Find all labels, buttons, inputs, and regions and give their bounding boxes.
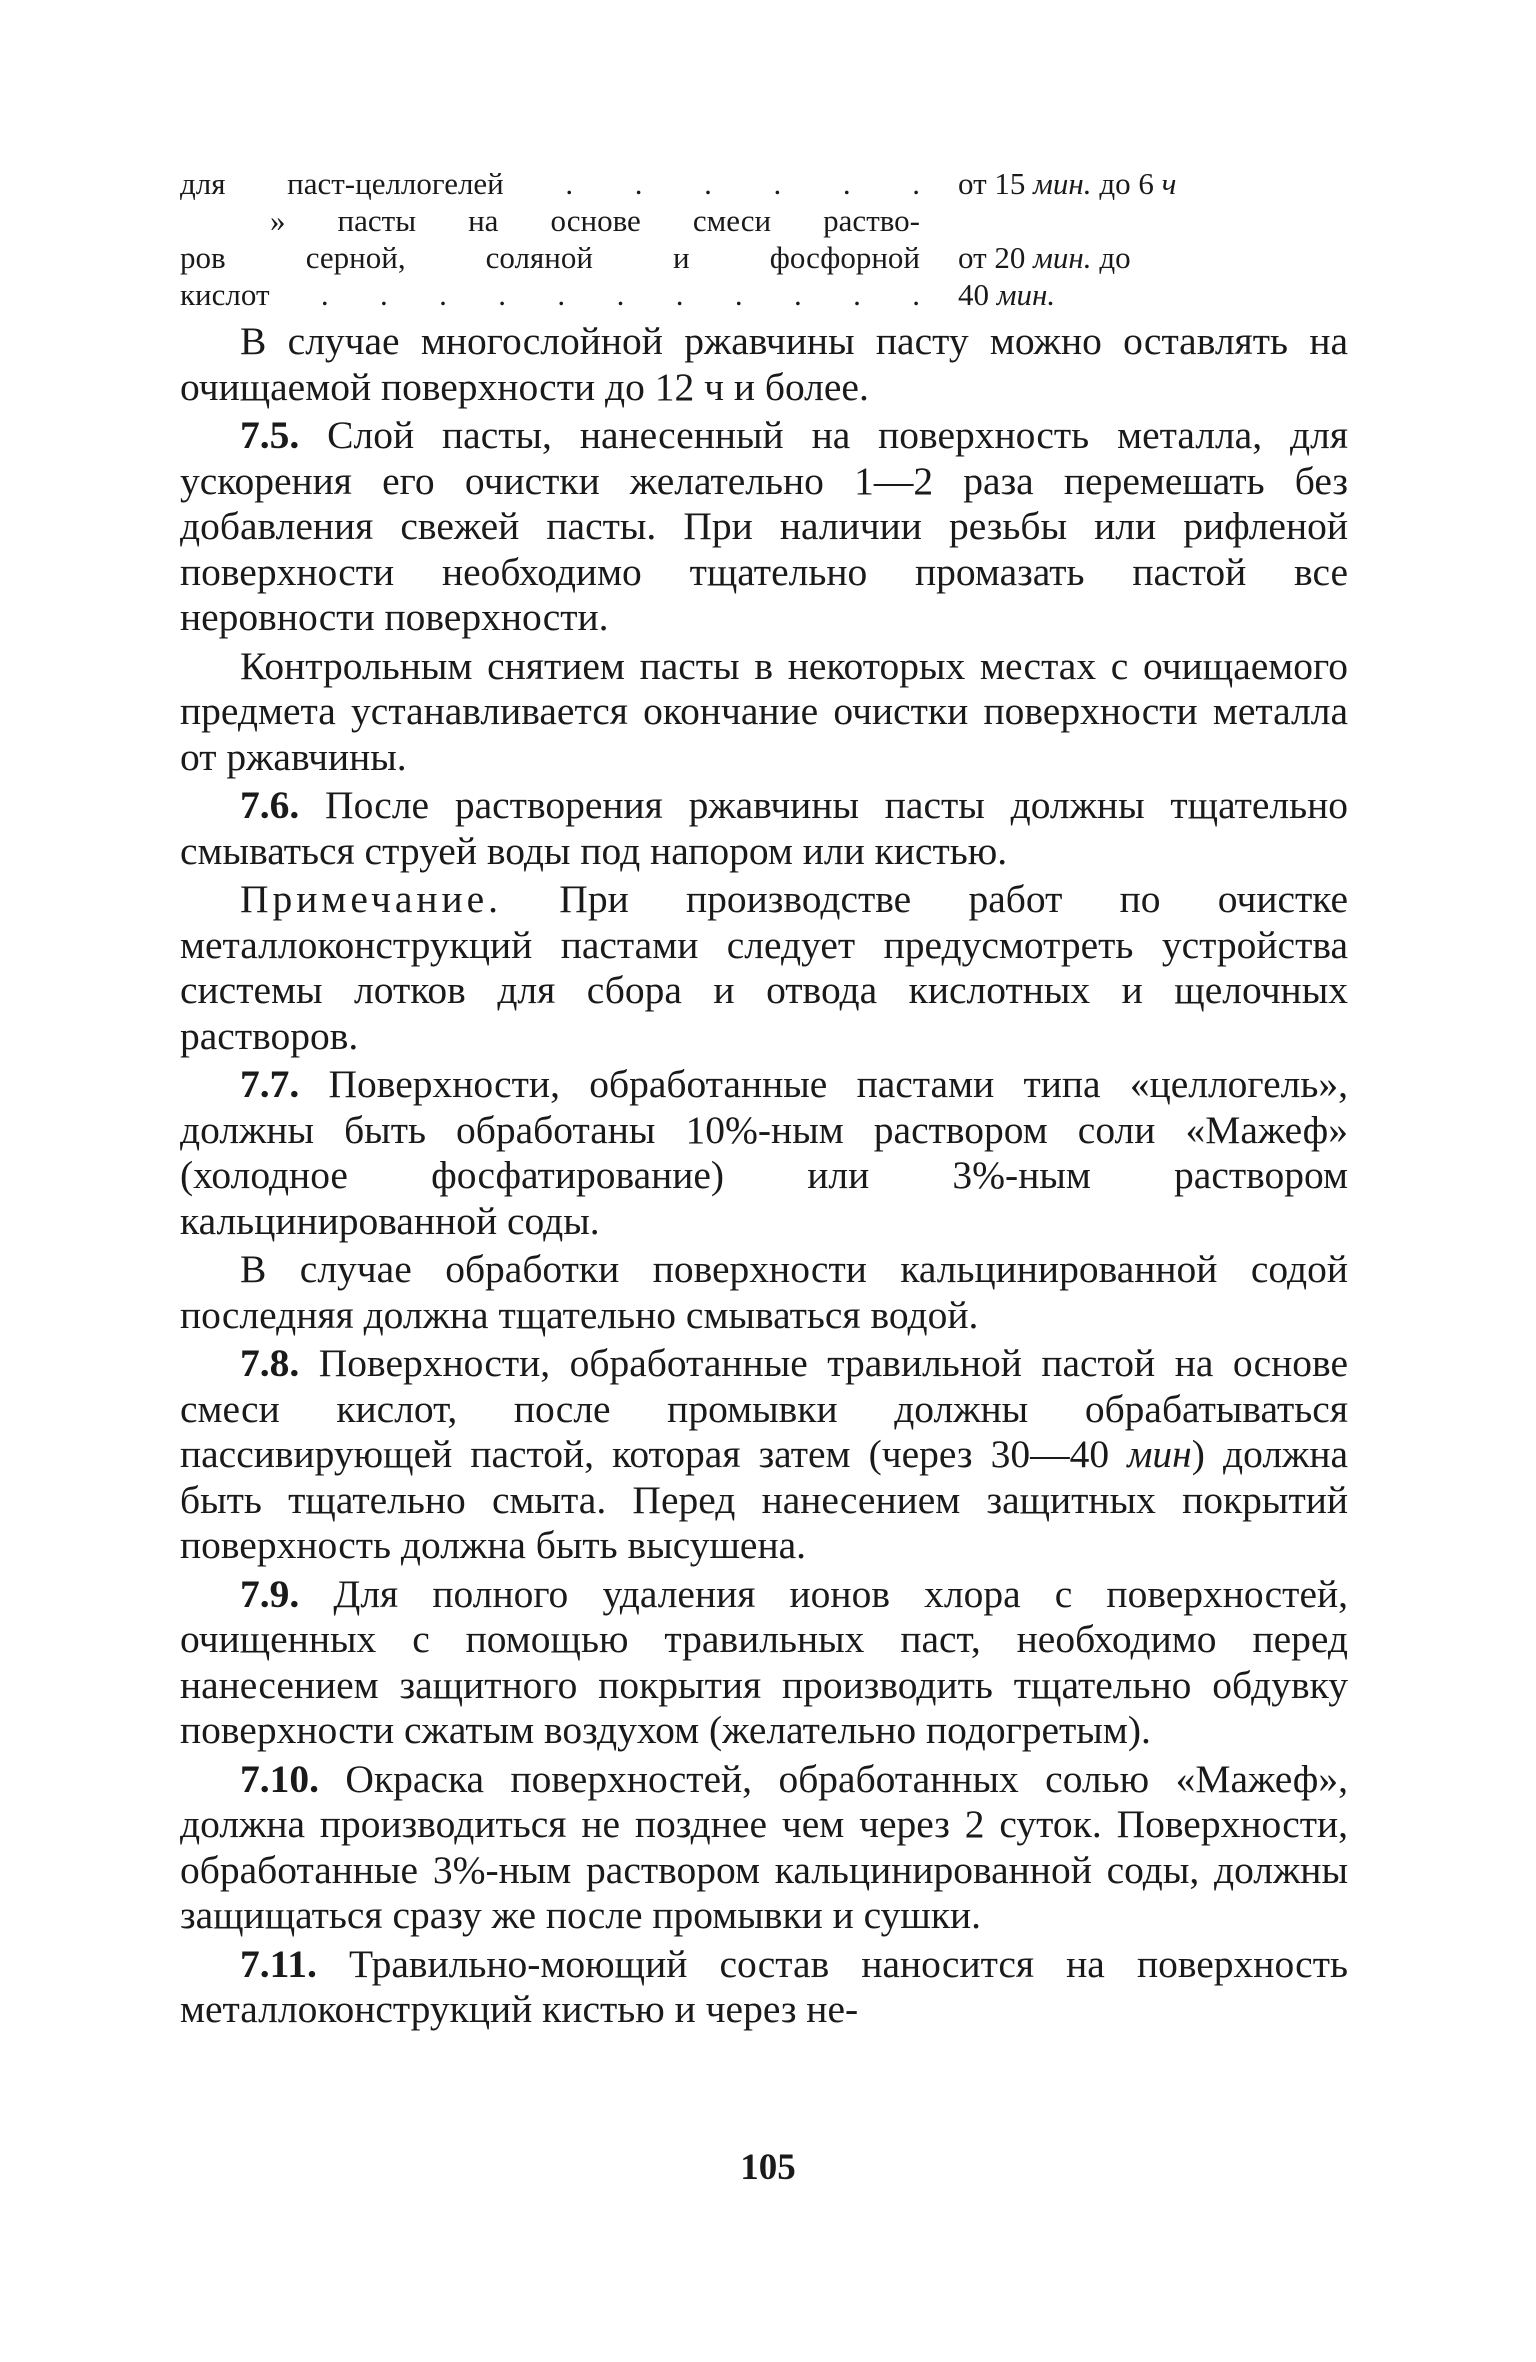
section-number: 7.9.: [240, 1571, 300, 1616]
section-number: 7.11.: [240, 1941, 317, 1986]
paragraph-soda-treatment: В случае обработки поверхности кальцинированной содой последняя должна тщательно смываться водой.: [180, 1247, 1348, 1337]
exposure-time-table: [180, 165, 1348, 313]
paragraph-7-7: 7.7. Поверхности, обработанные пастами типа «целлогель», должны быть обработаны 10%-ным раствором соли «Мажеф» (холодное фосфатирование) или 3%-ным раствором кальцинированной соды.: [180, 1062, 1348, 1243]
table-row: [180, 276, 1348, 313]
paragraph-note: Примечание. При производстве работ по очистке металлоконструкций пастами следует предусмотреть устройства системы лотков для сбора и отвода кислотных и щелочных растворов.: [180, 877, 1348, 1058]
table-cell-time: 40 мин.: [958, 277, 1056, 312]
section-number: 7.8.: [240, 1341, 300, 1385]
table-row: [180, 239, 1348, 276]
table-row: [180, 165, 1348, 202]
section-number: 7.5.: [240, 413, 300, 457]
table-cell-time: от 20 мин. до: [958, 240, 1131, 275]
table-cell-time: от 15 мин. до 6 ч: [958, 166, 1177, 201]
table-cell-time: [958, 202, 1348, 239]
table-cell-paste-type: кислот . . . . . . . . . . .: [180, 277, 920, 312]
table-cell-paste-type: для паст-целлогелей . . . . . .: [180, 166, 920, 201]
paragraph-7-11: 7.11. Травильно-моющий состав наносится на поверхность металлоконструкций кистью и через не-: [180, 1941, 1348, 2031]
page-number: 105: [740, 2147, 796, 2188]
paragraph-multilayer-rust: В случае многослойной ржавчины пасту можно оставлять на очищаемой поверхности до 12 ч и более.: [180, 319, 1348, 409]
section-number: 7.10.: [240, 1756, 319, 1801]
paragraph-7-6: 7.6. После растворения ржавчины пасты должны тщательно смываться струей воды под напором или кистью.: [180, 783, 1348, 873]
table-row: [180, 202, 1348, 239]
paragraph-7-10: 7.10. Окраска поверхностей, обработанных солью «Мажеф», должна производиться не позднее чем через 2 суток. Поверхности, обработанные 3%-ным раствором кальцинированной соды, должны защищаться сразу же после промывки и сушки.: [180, 1756, 1348, 1937]
note-label: Примечание.: [240, 877, 503, 921]
section-number: 7.7.: [240, 1062, 300, 1106]
section-number: 7.6.: [240, 783, 300, 827]
paragraph-7-5: 7.5. Слой пасты, нанесенный на поверхность металла, для ускорения его очистки желательно 1—2 раза перемешать без добавления свежей пасты. При наличии резьбы или рифленой поверхности необходимо тщательно промазать пастой все неровности поверхности.: [180, 413, 1348, 639]
paragraph-control-removal: Контрольным снятием пасты в некоторых местах с очищаемого предмета устанавливается окончание очистки поверхности металла от ржавчины.: [180, 643, 1348, 779]
table-cell-paste-type: » пасты на основе смеси раство-: [270, 203, 920, 238]
table-cell-paste-type: ров серной, соляной и фосфорной: [180, 240, 920, 275]
page-content: [180, 165, 1348, 2036]
paragraph-7-9: 7.9. Для полного удаления ионов хлора с поверхностей, очищенных с помощью травильных паст, необходимо перед нанесением защитного покрытия производить тщательно обдувку поверхности сжатым воздухом (желательно подогретым).: [180, 1571, 1348, 1752]
paragraph-7-8: 7.8. Поверхности, обработанные травильной пастой на основе смеси кислот, после промывки должны обрабатываться пассивирующей пастой, которая затем (через 30—40 мин) должна быть тщательно смыта. Перед нанесением защитных покрытий поверхность должна быть высушена.: [180, 1341, 1348, 1567]
